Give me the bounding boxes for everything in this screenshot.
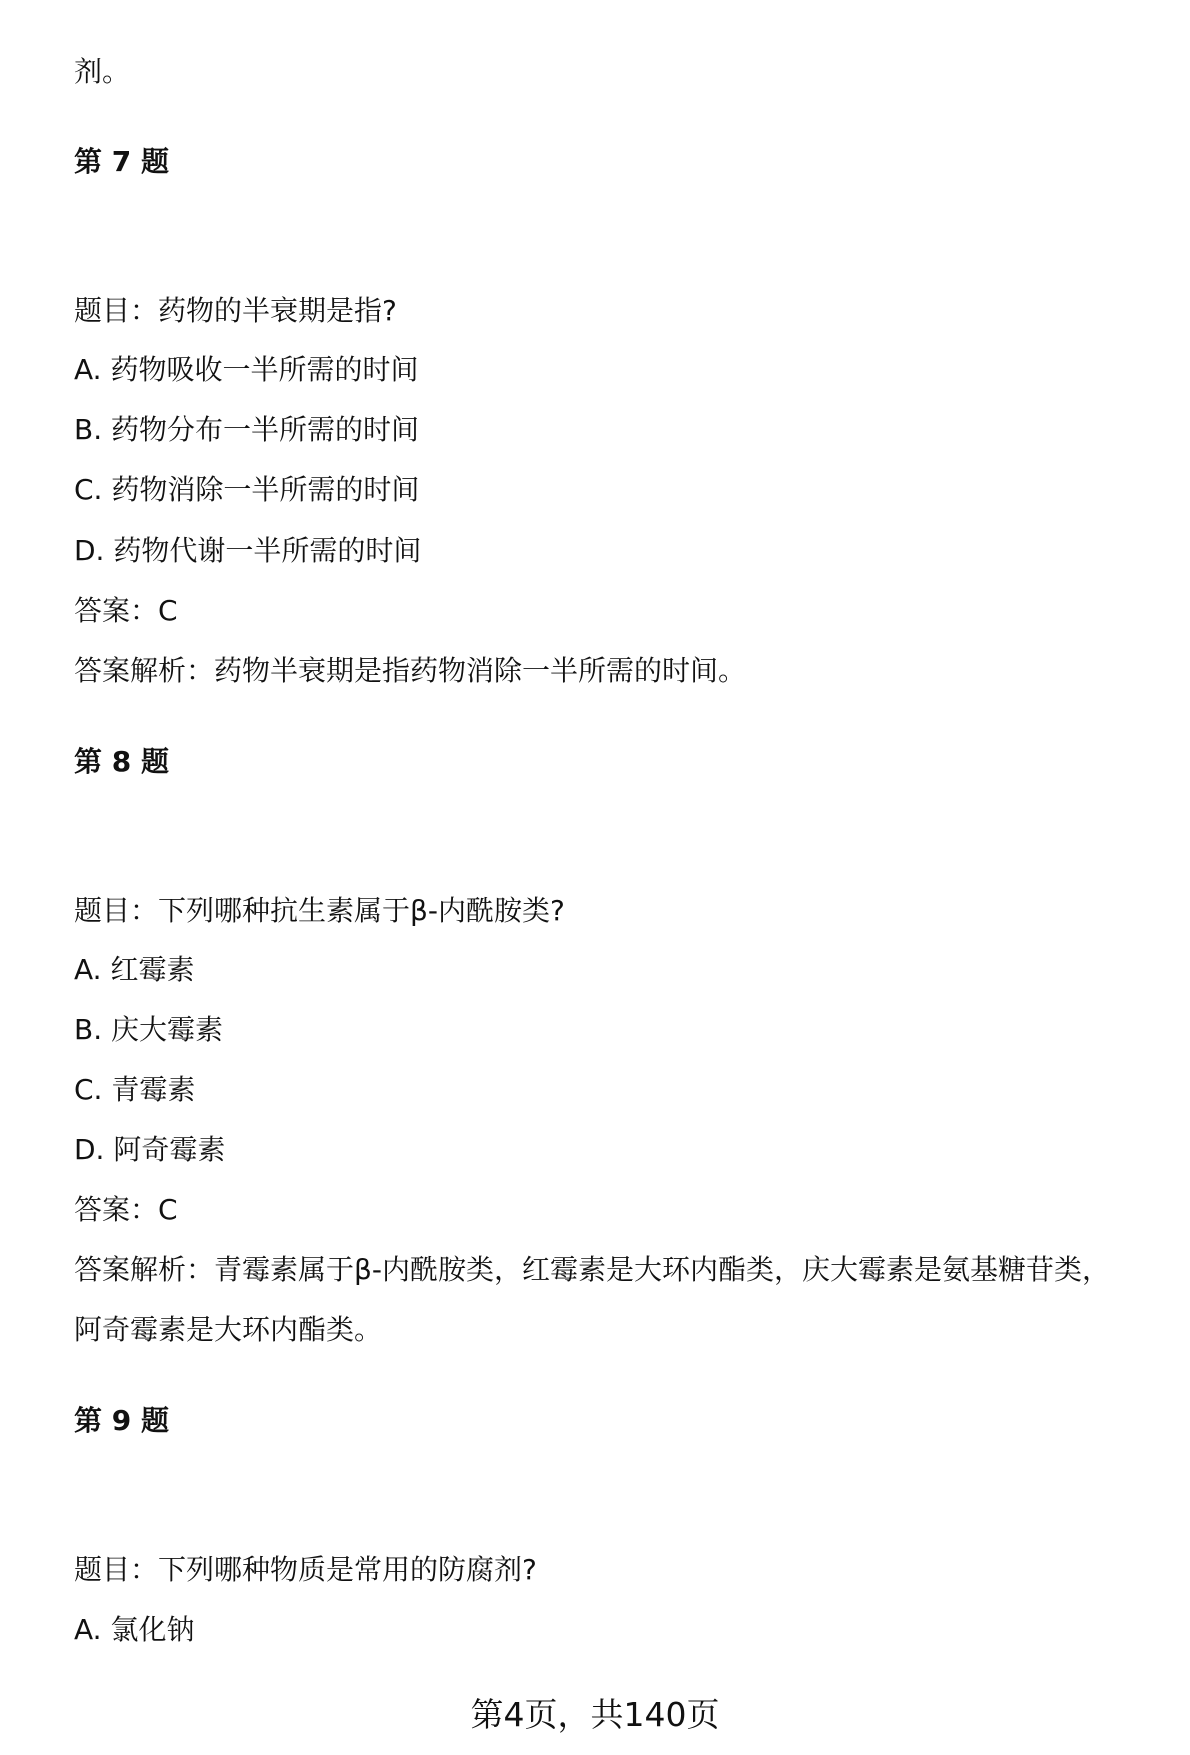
question-7-option-d: D. 药物代谢一半所需的时间 — [74, 534, 422, 567]
question-9-option-a: A. 氯化钠 — [74, 1613, 195, 1646]
question-7-heading: 第 7 题 — [74, 145, 169, 178]
question-8-option-a: A. 红霉素 — [74, 953, 195, 986]
question-8-explanation: 答案解析：青霉素属于β-内酰胺类，红霉素是大环内酯类，庆大霉素是氨基糖苷类，阿奇霉素是大环内酯类。 — [74, 1253, 1110, 1346]
question-9-heading: 第 9 题 — [74, 1404, 169, 1437]
question-7-text: 题目：药物的半衰期是指? — [74, 294, 397, 327]
question-8-option-d: D. 阿奇霉素 — [74, 1133, 226, 1166]
question-7-explanation: 答案解析：药物半衰期是指药物消除一半所需的时间。 — [74, 654, 747, 687]
question-7-answer: 答案：C — [74, 594, 178, 627]
question-7-option-c: C. 药物消除一半所需的时间 — [74, 473, 420, 506]
question-7-option-a: A. 药物吸收一半所需的时间 — [74, 353, 419, 386]
question-8-option-c: C. 青霉素 — [74, 1073, 196, 1106]
question-8-answer: 答案：C — [74, 1193, 178, 1226]
question-8-heading: 第 8 题 — [74, 745, 169, 778]
question-8-option-b: B. 庆大霉素 — [74, 1013, 224, 1046]
top-fragment: 剂。 — [74, 55, 131, 88]
question-7-option-b: B. 药物分布一半所需的时间 — [74, 413, 420, 446]
page-footer: 第4页，共140页 — [470, 1695, 720, 1734]
question-9-text: 题目：下列哪种物质是常用的防腐剂? — [74, 1553, 537, 1586]
question-8-text: 题目：下列哪种抗生素属于β-内酰胺类? — [74, 894, 565, 927]
